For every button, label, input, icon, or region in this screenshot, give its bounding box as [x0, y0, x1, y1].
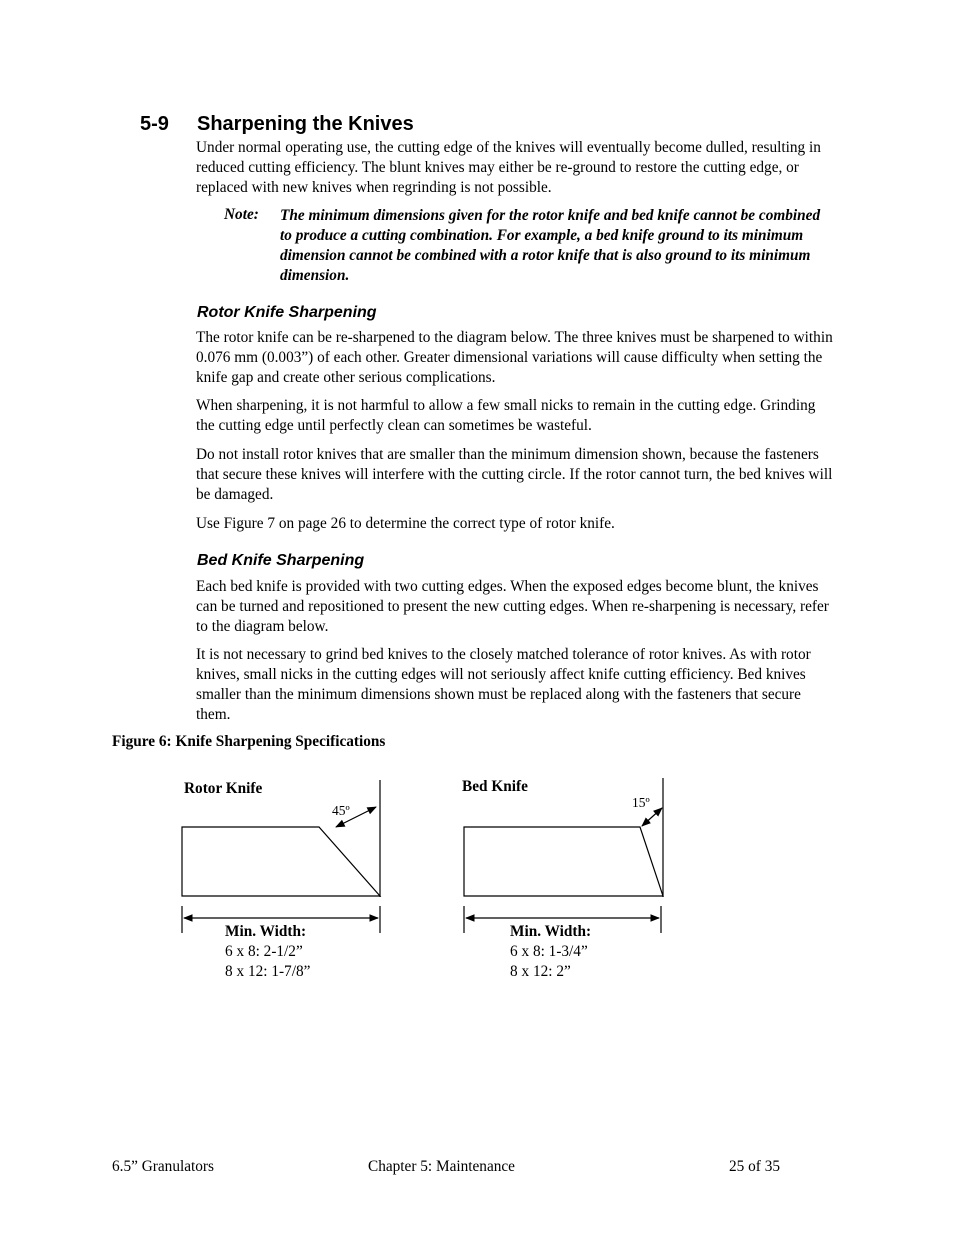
note-label: Note: — [224, 206, 259, 223]
rotor-paragraph-1: The rotor knife can be re-sharpened to the diagram below. The three knives must be sharpened to within 0.076 mm (0.003”) of each other. Greater dimensional variations will cause difficulty when setting the knife gap and create other serious complications. — [196, 329, 833, 386]
footer-product: 6.5” Granulators — [112, 1158, 214, 1175]
rotor-paragraph-4: Use Figure 7 on page 26 to determine the correct type of rotor knife. — [196, 515, 615, 532]
rotor-knife-outline — [182, 827, 380, 896]
figure-caption: Figure 6: Knife Sharpening Specifications — [112, 733, 386, 750]
rotor-knife-label: Rotor Knife — [184, 780, 263, 797]
section-number: 5-9 — [140, 113, 169, 135]
bed-knife-outline — [464, 827, 663, 896]
rotor-angle-label: 45º — [332, 803, 350, 818]
bed-min-width-label: Min. Width: — [510, 923, 592, 940]
bed-spec-8x12: 8 x 12: 2” — [510, 963, 571, 980]
rotor-min-width-label: Min. Width: — [225, 923, 307, 940]
bed-sharpening-heading: Bed Knife Sharpening — [197, 552, 365, 569]
rotor-paragraph-2: When sharpening, it is not harmful to allow a few small nicks to remain in the cutting edge. Grinding the cutting edge until perfectly clean can sometimes be wasteful. — [196, 397, 816, 434]
rotor-knife-drawing — [182, 780, 380, 933]
rotor-paragraph-3: Do not install rotor knives that are smaller than the minimum dimension shown, because the fasteners that secure these knives will interfere with the cutting circle. If the rotor cannot turn, the bed knives will be damaged. — [196, 446, 833, 503]
rotor-sharpening-heading: Rotor Knife Sharpening — [197, 304, 377, 321]
bed-angle-label: 15º — [632, 795, 650, 810]
intro-paragraph: Under normal operating use, the cutting edge of the knives will eventually become dulled, resulting in reduced cutting efficiency. The blunt knives may either be re-ground to restore the cutting edge, or replaced with new knives when regrinding is not possible. — [196, 139, 821, 196]
footer-chapter: Chapter 5: Maintenance — [368, 1158, 515, 1175]
section-title: Sharpening the Knives — [197, 113, 414, 135]
bed-knife-label: Bed Knife — [462, 778, 528, 795]
rotor-spec-8x12: 8 x 12: 1-7/8” — [225, 963, 311, 980]
note-text: The minimum dimensions given for the rotor knife and bed knife cannot be combined to produce a cutting combination. For example, a bed knife ground to its minimum dimension cannot be combined with a rotor knife that is also ground to its minimum dimension. — [280, 207, 821, 284]
footer-page-number: 25 of 35 — [729, 1158, 780, 1175]
bed-paragraph-1: Each bed knife is provided with two cutting edges. When the exposed edges become blunt, the knives can be turned and repositioned to present the new cutting edges. When re-sharpening is necessary, refer to the diagram below. — [196, 578, 829, 635]
rotor-spec-6x8: 6 x 8: 2-1/2” — [225, 943, 303, 960]
bed-spec-6x8: 6 x 8: 1-3/4” — [510, 943, 588, 960]
bed-paragraph-2: It is not necessary to grind bed knives to the closely matched tolerance of rotor knives. As with rotor knives, small nicks in the cutting edges will not seriously affect knife cutting efficiency. Bed knives smaller than the minimum dimensions shown must be replaced along with the fasteners that secure them. — [196, 646, 811, 723]
